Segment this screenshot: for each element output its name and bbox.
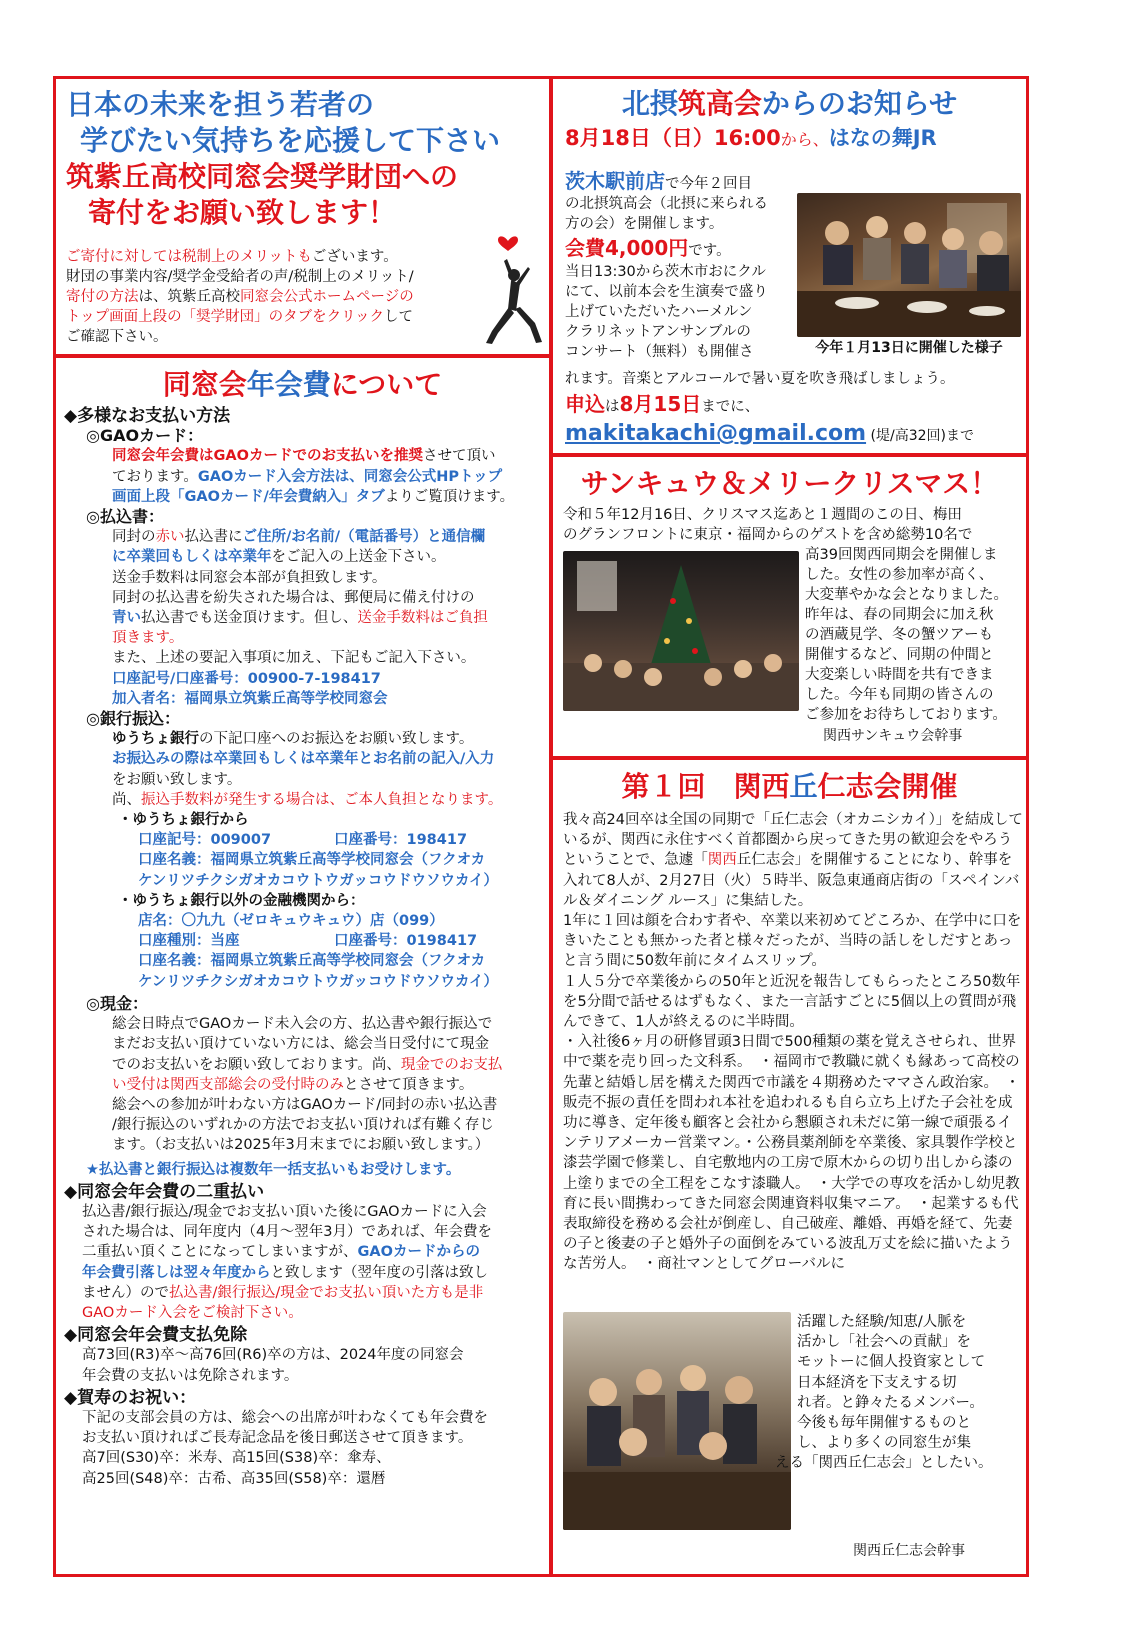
double-payment-text: 払込書/銀行振込/現金でお支払い頂いた後にGAOカードに入会 された場合は、同年度内（4月～翌年3月）であれば、年会費を 二重払い頂くことになってしまいますが、GAOカードからの 年会費引落しは翌々年度からと致します（翌年度の引落は致し ません）ので払込書/銀行振込/現金でお支払い頂いた方も是非 GAOカード入会をご検討下さい。 bbox=[82, 1203, 492, 1321]
postal-account-number: 口座記号/口座番号：00900-7-198417 bbox=[112, 670, 381, 687]
section-exemption: ◆同窓会年会費支払免除 bbox=[64, 1325, 248, 1346]
kyujin-title: 第１回 関西丘仁志会開催 bbox=[621, 770, 958, 803]
event-fee: 会費4,000円 bbox=[565, 236, 689, 260]
yoga-figure-illustration bbox=[478, 231, 546, 349]
xmas-title: サンキュウ＆メリークリスマス！ bbox=[580, 467, 999, 500]
section-payment-methods: ◆多様なお支払い方法 bbox=[64, 406, 231, 426]
xmas-intro: 令和５年12月16日、クリスマス迄あと１週間のこの日、梅田 のグランフロントに東京・福岡からのゲストを含め総勢10名で bbox=[563, 507, 973, 543]
xmas-box bbox=[550, 454, 1029, 759]
hokusetsu-body: 茨木駅前店で今年２回目 の北摂筑高会（北摂に来られる 方の会）を開催します。 会費4,000円です。 当日13:30から茨木市おにクル にて、以前本会を生演奏で盛り 上げていただいたハーメルン クラリネットアンサンブルの コンサート（無料）も開催さ bbox=[565, 169, 768, 360]
info-line-3: トップ画面上段の「奨学財団」のタブをクリックして bbox=[66, 309, 413, 325]
event-date-line: 8月18日（日）16:00から、はなの舞JR bbox=[565, 126, 937, 150]
kyujin-people-shapes bbox=[563, 1312, 791, 1530]
contact-line: makitakachi@gmail.com (堤/高32回)まで bbox=[565, 421, 974, 446]
cash-text: 総会日時点でGAOカード未入会の方、払込書や銀行振込で まだお支払い頂けていない方には、総会当日受付にて現金 でのお支払いをお願い致しております。尚、現金でのお支払 い受付は関西支部総会の受付時のみとさせて頂きます。 総会への参加が叶わない方はGAOカード/同封の赤い払込書 /銀行振込のいずれかの方法でお支払い頂ければ有難く存じ ます。（お支払いは2025年3月末までにお願い致します。） bbox=[112, 1016, 503, 1154]
bank-transfer-text: ゆうちょ銀行の下記口座へのお振込をお願い致します。 お振込みの際は卒業回もしくは卒業年とお名前の記入/入力 をお願い致します。 尚、振込手数料が発生する場合は、ご本人負担となります。 ・ゆうちょ銀行から 口座記号：009007 口座番号：198417 口座名義：福岡県立筑紫丘高等学校同窓会（フクオカ ケンリツチクシガオカコウトウガッコウドウソウカイ） ・ゆうちょ銀行以外の金融機関から： 店名：〇九九（ゼロキュウキュウ）店（099） 口座種別：当座 口座番号：0198417 口座名義：福岡県立筑紫丘高等学校同窓会（フクオカ ケンリツチクシガオカコウトウガッコウドウソウカイ） bbox=[112, 729, 543, 992]
payment-slip-heading: ◎払込書： bbox=[86, 507, 164, 527]
kyujin-side-text: 活躍した経験/知恵/人脈を 活かし「社会への貢献」を モットーに個人投資家として 日本経済を下支えする切 れ者。と錚々たるメンバー。 今後も毎年開催するものと し、より多くの同窓生が集 える「関西丘仁志会」としたい。 bbox=[775, 1314, 993, 1472]
section-longevity: ◆賀寿のお祝い： bbox=[64, 1387, 197, 1408]
merit-line: ご寄付に対しては税制上のメリットもございます。 bbox=[66, 249, 398, 265]
apply-line: 申込は8月15日までに、 bbox=[565, 392, 760, 416]
event-venue: はなの舞JR bbox=[828, 126, 937, 150]
headline-line2: 学びたい気持ちを応援して下さい bbox=[80, 124, 501, 157]
scholarship-headline bbox=[66, 87, 546, 231]
xmas-tree-shapes bbox=[563, 551, 799, 711]
photo-caption: 今年１月13日に開催した様子 bbox=[815, 340, 1003, 356]
dues-title: 同窓会年会費について bbox=[162, 368, 443, 401]
other-bank-heading: ・ゆうちょ銀行以外の金融機関から： bbox=[118, 892, 365, 909]
headline-line4: 寄付をお願い致します！ bbox=[88, 196, 397, 229]
postal-account-holder: 加入者名：福岡県立筑紫丘高等学校同窓会 bbox=[112, 690, 388, 707]
cash-heading: ◎現金： bbox=[86, 993, 148, 1013]
gao-card-text: 同窓会年会費はGAOカードでのお支払いを推奨させて頂い ております。GAOカード入会方法は、同窓会公式HPトップ 画面上段「GAOカード/年会費納入」タブよりご覧頂けます。 bbox=[112, 448, 515, 505]
section-double-payment: ◆同窓会年会費の二重払い bbox=[64, 1181, 265, 1202]
kyujin-para-1: 我々高24回卒は全国の同期で「丘仁志会（オカニシカイ）」を結成しているが、関西に永住すべく首都圏から戻ってきた男の歓迎会をやろうということで、急遽「関西丘仁志会」を開催することになり、幹事を入れて8人が、2月27日（火）５時半、阪急東通商店街の「スペインバル＆ダイニング ルース」に集結した。 bbox=[563, 812, 1023, 909]
xmas-group-photo bbox=[563, 551, 799, 711]
kyujin-para-3: １人５分で卒業後からの50年と近況を報告してもらったところ50数年を5分間で話せるはずもなく、また一言話すごとに5個以上の質問が飛んできて、1人が終えるのに半時間。 bbox=[563, 973, 1021, 1031]
kyujin-group-photo bbox=[563, 1312, 791, 1530]
kyujin-para-2: 1年に１回は顔を合わす者や、卒業以来初めてどころか、在学中に口をきいたことも無かった者と様々だったが、当時の話しをしだすとあっと言う間に50数年前にタイムスリップ。 bbox=[563, 913, 1022, 970]
gao-card-heading: ◎GAOカード： bbox=[86, 426, 204, 446]
yucho-account: 口座記号：009007 口座番号：198417 口座名義：福岡県立筑紫丘高等学校同窓会（フクオカ ケンリツチクシガオカコウトウガッコウドウソウカイ） bbox=[138, 832, 499, 889]
multi-year-note: ★払込書と銀行振込は複数年一括支払いもお受けします。 bbox=[86, 1161, 461, 1178]
hokusetsu-title: 北摂筑高会からのお知らせ bbox=[621, 87, 958, 120]
exemption-text: 高73回(R3)卒～高76回(R6)卒の方は、2024年度の同窓会 年会費の支払いは免除されます。 bbox=[82, 1347, 464, 1384]
xmas-body: 高39回関西同期会を開催しま した。女性の参加率が高く、 大変華やかな会となりました。 昨年は、春の同期会に加え秋 の酒蔵見学、冬の蟹ツアーも 開催するなど、同期の仲間と 大変楽しい時間を共有できま した。今年も同期の皆さんの ご参加をお待ちしております。 bbox=[805, 547, 1008, 723]
longevity-text: 下記の支部会員の方は、総会への出席が叶わなくても年会費を お支払い頂ければご長寿記念品を後日郵送させて頂きます。 高7回(S30)卒：米寿、高15回(S38)卒：傘寿、 高25回(S48)卒：古希、高35回(S58)卒：還暦 bbox=[82, 1409, 488, 1487]
bank-transfer-heading: ◎銀行振込： bbox=[86, 709, 180, 729]
photo-people-shapes bbox=[797, 193, 1021, 337]
dues-box bbox=[53, 355, 552, 1577]
xmas-signature: 関西サンキュウ会幹事 bbox=[823, 728, 963, 744]
other-bank-account: 店名：〇九九（ゼロキュウキュウ）店（099） 口座種別：当座 口座番号：0198417 口座名義：福岡県立筑紫丘高等学校同窓会（フクオカ ケンリツチクシガオカコウトウガッコウドウソウカイ） bbox=[138, 913, 499, 990]
scholarship-box bbox=[53, 76, 552, 357]
hokusetsu-box: 北摂筑高会からのお知らせ 8月18日（日）16:00から、はなの舞JR 茨木駅前店で今年２回目 の北摂筑高会（北摂に来られる 方の会）を開催します。 会費4,000円です。 当日13:30から茨木市おにクル にて、以前本会を生演奏で盛り 上げていただいたハーメルン クラリネットアンサンブルの コンサート（無料）も開催さ れます。音楽とアルコールで暑い夏を吹き飛ばしましょう。 申込は8月15日までに、 makitakachi@gmail.com (堤/高32回)まで 今年１月13日に開催した様子 bbox=[550, 76, 1029, 456]
info-line-1: 財団の事業内容/奨学金受給者の声/税制上のメリット/ bbox=[66, 269, 414, 285]
headline-line3: 筑紫丘高校同窓会奨学財団への bbox=[66, 160, 459, 193]
kyujin-signature: 関西丘仁志会幹事 bbox=[853, 1543, 965, 1559]
kyujin-body bbox=[563, 810, 1023, 1275]
contact-email-link[interactable]: makitakachi@gmail.com bbox=[565, 421, 867, 446]
event-date: 8月18日（日）16:00 bbox=[565, 126, 781, 150]
kyujin-para-4: ・入社後6ヶ月の研修冒頭3日間で500種類の薬を覚えさせられ、世界中で薬を売り回った文科系。 ・福岡市で教職に就くも縁あって高校の先輩と結婚し居を構えた関西で市議を４期務めたママさん政治家。 ・販売不振の責任を問われ本社を追われるも自ら立ち上げた子会社を成功に導き、定年後も顧客と会社から懇願され未だに第一線で頑張るインテリアメーカー営業マン。・公務員薬剤師を卒業後、家具製作学校と漆芸学園で修業し、自宅敷地内の工房で原木からの切り出しから漆の上塗りまでの全工程をこなす漆職人。 ・大学での専攻を活かし幼児教育に長い間携わってきた同窓会関連資料収集マニア。 ・起業するも代表取締役を務める会社が倒産し、自己破産、離婚、再婚を経て、先妻の子と後妻の子と婚外子の面倒をみている波乱万丈を絵に描いたような苦労人。 ・商社マンとしてグローバルに bbox=[563, 1034, 1020, 1273]
hokusetsu-group-photo bbox=[797, 193, 1021, 337]
payment-slip-text: 同封の赤い払込書にご住所/お名前/（電話番号）と通信欄 に卒業回もしくは卒業年をご記入の上送金下さい。 送金手数料は同窓会本部が負担致します。 同封の払込書を紛失された場合は、郵便局に備え付けの 青い払込書でも送金頂けます。但し、送金手数料はご負担 頂きます。 また、上述の要記入事項に加え、下記もご記入下さい。 口座記号/口座番号：00900-7-198417 加入者名：福岡県立筑紫丘高等学校同窓会 bbox=[112, 527, 543, 709]
info-line-4: ご確認下さい。 bbox=[66, 329, 168, 345]
info-line-2: 寄付の方法は、筑紫丘高校同窓会公式ホームページの bbox=[66, 289, 414, 305]
yucho-heading: ・ゆうちょ銀行から bbox=[118, 812, 249, 829]
scholarship-body bbox=[66, 247, 506, 347]
kyujin-box bbox=[550, 757, 1029, 1577]
headline-line1: 日本の未来を担う若者の bbox=[66, 88, 375, 121]
dues-body bbox=[56, 406, 549, 1489]
